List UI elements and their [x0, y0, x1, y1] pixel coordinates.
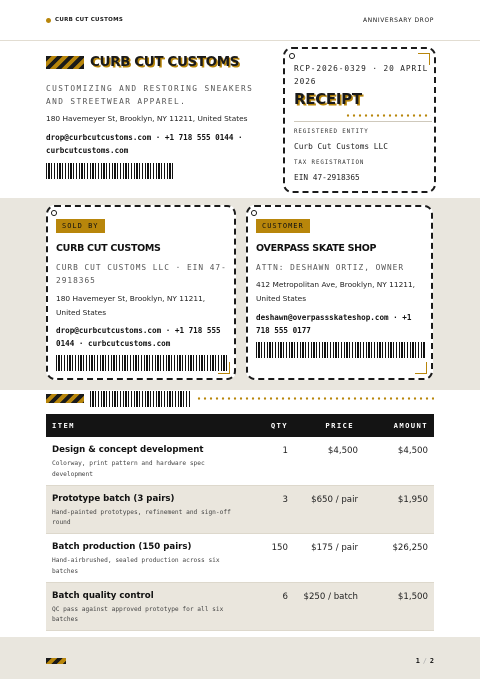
- top-brand: [46, 17, 123, 23]
- customer-contact: deshawn@overpassskateshop.com · +1 718 555 0177: [256, 313, 412, 335]
- sold-by-tag: SOLD BY: [56, 219, 105, 233]
- item-description: Batch quality control: [52, 590, 154, 601]
- brand-dot-icon: [46, 18, 51, 23]
- item-qty: 150: [271, 543, 288, 553]
- receipt-reference: RCP-2026-0329 · 20 APRIL 2026: [294, 64, 429, 86]
- table-row: [46, 583, 434, 632]
- page-indicator: [416, 657, 434, 665]
- punch-hole-icon: [289, 53, 295, 59]
- company-barcode-icon: [46, 163, 174, 179]
- customer-name: OVERPASS SKATE SHOP: [256, 243, 377, 254]
- item-amount: $4,500: [397, 446, 428, 456]
- customer-tag: CUSTOMER: [256, 219, 310, 233]
- receipt-title: RECEIPT: [294, 90, 362, 108]
- item-amount: $1,500: [397, 591, 428, 602]
- customer-attention: ATTN: DESHAWN ORTIZ, OWNER: [256, 263, 405, 272]
- item-detail: Hand-painted prototypes, refinement and sign-off round: [52, 508, 231, 526]
- page-total: 2: [429, 657, 434, 665]
- tax-registration-label: TAX REGISTRATION: [294, 160, 365, 166]
- item-price: $250 / batch: [303, 591, 358, 602]
- table-row: [46, 534, 434, 583]
- seller-contact: drop@curbcutcustoms.com · +1 718 555 0144 · curbcutcustoms.com: [56, 326, 221, 348]
- punch-hole-icon: [51, 210, 57, 216]
- item-qty: 1: [282, 446, 288, 456]
- item-detail: Hand-airbrushed, sealed production across six batches: [52, 557, 220, 575]
- item-description: Design & concept development: [52, 445, 204, 455]
- registered-entity-value: Curb Cut Customs LLC: [294, 142, 388, 151]
- customer-address: 412 Metropolitan Ave, Brooklyn, NY 11211, United States: [256, 280, 416, 303]
- item-qty: 3: [282, 494, 288, 505]
- dotted-rule-icon: [196, 397, 434, 400]
- item-price: $4,500: [327, 446, 358, 456]
- tax-registration-value: EIN 47-2918365: [294, 173, 360, 182]
- seller-name: CURB CUT CUSTOMS: [56, 243, 161, 254]
- column-price: PRICE: [325, 421, 354, 430]
- divider-barcode-icon: [90, 391, 190, 407]
- company-tagline: CUSTOMIZING AND RESTORING SNEAKERS AND STREETWEAR APPAREL.: [46, 84, 254, 106]
- company-name: CURB CUT CUSTOMS: [90, 54, 240, 70]
- dotted-rule-icon: [345, 114, 431, 117]
- line-items-table: [46, 414, 434, 631]
- receipt-divider: [294, 121, 432, 122]
- item-price: $650 / pair: [311, 494, 358, 505]
- column-qty: QTY: [270, 421, 288, 430]
- hazard-stripe-icon: [46, 56, 84, 69]
- top-bar: [0, 0, 480, 41]
- company-contact: drop@curbcutcustoms.com · +1 718 555 0144 · curbcutcustoms.com: [46, 133, 243, 155]
- seller-legal: CURB CUT CUSTOMS LLC · EIN 47-2918365: [56, 263, 227, 285]
- company-address: 180 Havemeyer St, Brooklyn, NY 11211, United States: [46, 114, 248, 123]
- item-detail: Colorway, print pattern and hardware spec development: [52, 460, 205, 478]
- seller-card: [46, 205, 236, 380]
- punch-hole-icon: [251, 210, 257, 216]
- item-price: $175 / pair: [311, 543, 358, 553]
- item-description: Batch production (150 pairs): [52, 542, 192, 552]
- item-qty: 6: [282, 591, 288, 602]
- table-row: [46, 437, 434, 486]
- seller-address: 180 Havemeyer St, Brooklyn, NY 11211, United States: [56, 294, 206, 317]
- receipt-card: [283, 47, 436, 193]
- document-type-label: ANNIVERSARY DROP: [362, 17, 434, 24]
- customer-card: [246, 205, 433, 380]
- customer-barcode-icon: [256, 342, 426, 358]
- company-heading: [46, 54, 239, 70]
- column-amount: AMOUNT: [393, 421, 428, 430]
- item-detail: QC pass against approved prototype for all six batches: [52, 605, 224, 623]
- item-amount: $26,250: [392, 543, 428, 553]
- page-separator: /: [422, 657, 427, 665]
- seller-barcode-icon: [56, 355, 228, 371]
- column-item: ITEM: [52, 421, 75, 430]
- item-amount: $1,950: [397, 494, 428, 505]
- hazard-stripe-icon: [46, 394, 84, 403]
- registered-entity-label: REGISTERED ENTITY: [294, 129, 369, 135]
- top-brand-label: CURB CUT CUSTOMS: [55, 17, 124, 23]
- hazard-stripe-icon: [46, 658, 66, 664]
- table-row: [46, 486, 434, 535]
- item-description: Prototype batch (3 pairs): [52, 493, 175, 504]
- page-current: 1: [415, 657, 420, 665]
- corner-mark-icon: [415, 362, 427, 374]
- footer-band: [0, 637, 480, 679]
- table-header: [46, 414, 434, 437]
